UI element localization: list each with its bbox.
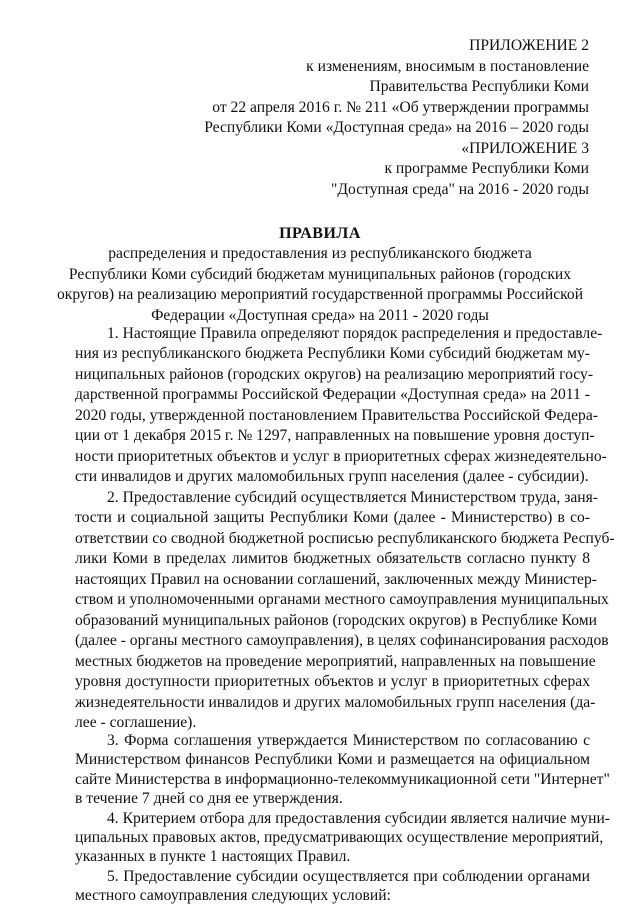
paragraph-line: 1. Настоящие Правила определяют порядок распределения и предоставле- [107,325,603,342]
paragraph-line: 4. Критерием отбора для предоставления субсидии является наличие муни- [107,809,611,827]
paragraph-line: (далее - органы местного самоуправления), в целях софинансирования расходов [75,632,609,649]
appendix-2-line: к изменениям, вносимым в постановление [306,58,589,75]
appendix-3-title: «ПРИЛОЖЕНИЕ 3 [461,140,589,157]
paragraph-line: уровня доступности приоритетных объектов и услуг в приоритетных сферах [75,673,590,690]
subtitle-line: Республики Коми субсидий бюджетам муниципальных районов (городских [68,266,572,283]
paragraph-line: ции от 1 декабря 2015 г. № 1297, направленных на повышение уровня доступ- [75,427,595,444]
appendix-2-line: Правительства Республики Коми [369,78,589,95]
paragraph-line: местного самоуправления следующих условий: [75,887,391,905]
paragraph-line: ством и уполномоченными органами местного самоуправления муниципальных [75,591,609,608]
paragraph-line: тости и социальной защиты Республики Коми (далее - Министерство) в со- [75,509,590,526]
appendix-2-line: от 22 апреля 2016 г. № 211 «Об утверждении программы [212,99,589,116]
paragraph-line: 3. Форма соглашения утверждается Министерством по согласованию с [107,732,590,749]
paragraph-line: лики Коми в пределах лимитов бюджетных обязательств согласно пункту 8 [75,550,590,567]
subtitle-line: Федерации «Доступная среда» на 2011 - 2020 годы [151,307,489,324]
paragraph-line: указанных в пункте 1 настоящих Правил. [75,848,351,866]
paragraph-line: ности приоритетных объектов и услуг в приоритетных сферах жизнедеятельно- [75,448,607,465]
paragraph-line: ниципальных районов (городских округов) на реализацию мероприятий госу- [75,366,594,383]
paragraph-line: настоящих Правил на основании соглашений, заключенных между Министер- [75,571,597,588]
paragraph-line: 2020 годы, утвержденной постановлением Правительства Российской Федера- [75,407,598,424]
document-title: ПРАВИЛА [279,225,361,242]
paragraph-line: образований муниципальных районов (городских округов) в Республике Коми [75,612,597,629]
paragraph-line: 5. Предоставление субсидии осуществляется при соблюдении органами [107,867,590,885]
paragraph-line: сайте Министерства в информационно-телекоммуникационной сети "Интернет" [75,770,610,788]
paragraph-line: сти инвалидов и других маломобильных групп населения (далее - субсидии). [75,468,589,485]
subtitle-line: распределения и предоставления из республиканского бюджета [108,245,532,262]
appendix-2-title: ПРИЛОЖЕНИЕ 2 [469,37,589,54]
paragraph-line: в течение 7 дней со дня ее утверждения. [75,790,343,808]
subtitle-line: округов) на реализацию мероприятий государственной программы Российской [56,286,584,303]
paragraph-line: местных бюджетов на проведение мероприятий, направленных на повышение [75,653,596,670]
appendix-3-line: к программе Республики Коми [384,160,589,177]
paragraph-line: ципальных правовых актов, предусматривающих осуществление мероприятий, [75,829,604,846]
paragraph-line: Министерством финансов Республики Коми и размещается на официальном [75,751,590,769]
paragraph-line: жизнедеятельности инвалидов и других маломобильных групп населения (да- [75,694,596,711]
paragraph-line: ния из республиканского бюджета Республики Коми субсидий бюджетам му- [75,345,590,362]
paragraph-line: ответствии со сводной бюджетной росписью республиканского бюджета Респуб- [75,530,615,547]
paragraph-line: лее - соглашение). [75,714,197,731]
appendix-3-line: "Доступная среда" на 2016 - 2020 годы [331,181,589,198]
appendix-2-line: Республики Коми «Доступная среда» на 2016 – 2020 годы [204,119,589,136]
paragraph-line: дарственной программы Российской Федерации «Доступная среда» на 2011 - [75,386,590,403]
paragraph-line: 2. Предоставление субсидий осуществляется Министерством труда, заня- [107,489,598,506]
